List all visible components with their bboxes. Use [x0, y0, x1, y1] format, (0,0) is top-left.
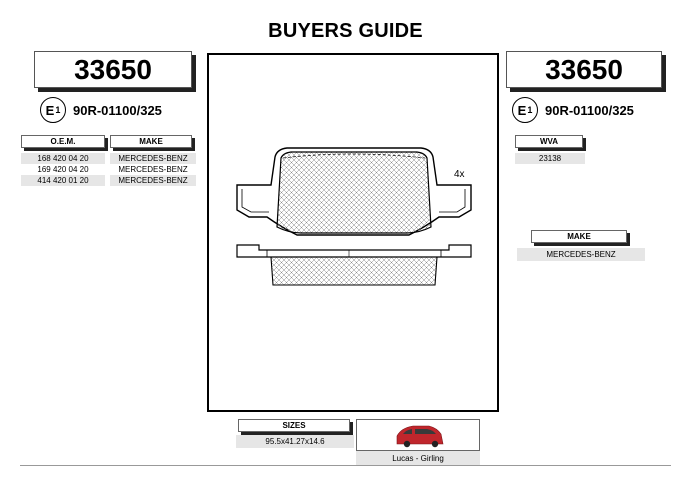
approval-code: 90R-01100/325	[545, 102, 634, 118]
make-header-right: MAKE	[531, 230, 627, 243]
make-cell: MERCEDES-BENZ	[110, 153, 196, 164]
e-mark-icon: E 1	[40, 97, 66, 123]
part-number-box-left	[34, 51, 192, 88]
oem-header: O.E.M.	[21, 135, 105, 148]
car-icon	[357, 420, 479, 450]
brake-pad-drawing	[207, 53, 499, 412]
footer-divider	[20, 465, 671, 466]
make-cell: MERCEDES-BENZ	[110, 175, 196, 186]
page-title: BUYERS GUIDE	[268, 20, 423, 42]
oem-cell: 169 420 04 20	[37, 165, 89, 174]
side-view-friction	[271, 257, 437, 285]
make-header: MAKE	[110, 135, 192, 148]
oem-cell: 168 420 04 20	[21, 153, 105, 164]
sizes-value: 95.5x41.27x14.6	[236, 435, 354, 448]
friction-material	[277, 152, 431, 233]
approval-mark-right	[512, 97, 634, 123]
oem-cell: 414 420 01 20	[21, 175, 105, 186]
part-number-text: 33650	[545, 53, 623, 85]
part-number-text: 33650	[74, 53, 152, 85]
wva-value: 23138	[515, 153, 585, 164]
vehicle-photo	[356, 419, 480, 451]
image-caption: Lucas - Girling	[356, 451, 480, 465]
part-number-box-right	[506, 51, 662, 88]
quantity-label: 4x	[454, 169, 465, 180]
make-value-right: MERCEDES-BENZ	[517, 248, 645, 261]
sizes-header: SIZES	[238, 419, 350, 432]
brake-pad-svg	[209, 55, 497, 410]
e-mark-icon: E 1	[512, 97, 538, 123]
approval-code: 90R-01100/325	[73, 102, 162, 118]
approval-mark-left	[40, 97, 162, 123]
wva-header: WVA	[515, 135, 583, 148]
side-view-plate	[237, 245, 471, 257]
make-cell: MERCEDES-BENZ	[118, 165, 188, 174]
